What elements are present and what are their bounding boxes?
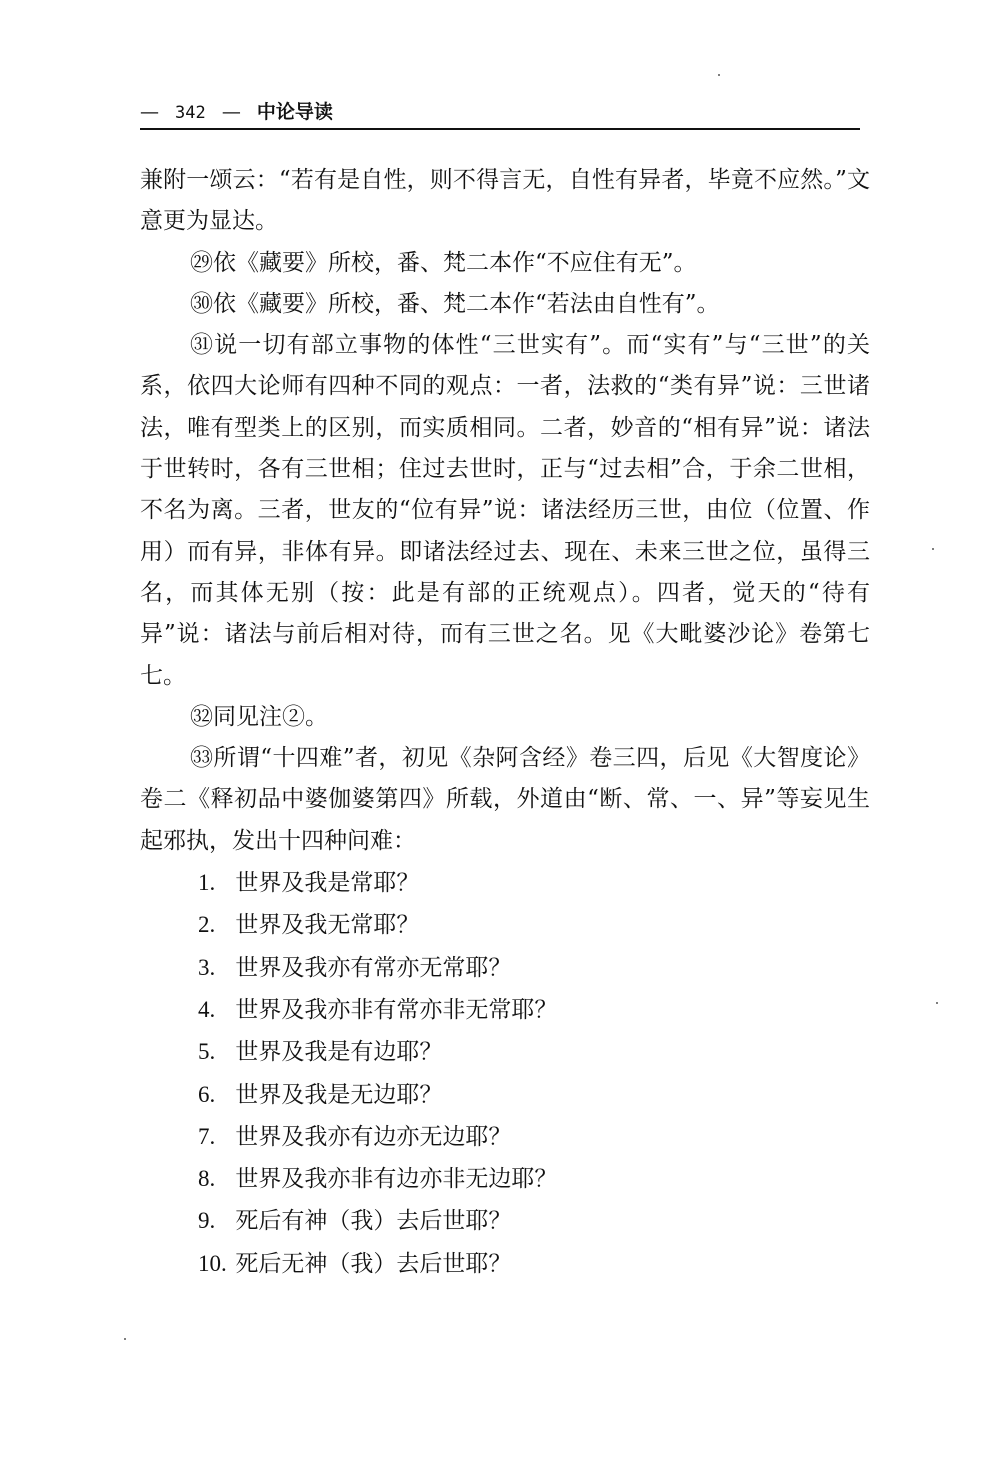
list-item [140,1243,870,1285]
book-title: 中论导读 [256,101,333,123]
list-item-number: 3. [198,954,216,980]
scan-speck [718,74,720,76]
list-item-text: 世界及我亦有边亦无边耶？ [235,1123,512,1150]
list-item-number: 1. [198,870,216,896]
list-item-text: 世界及我是常耶？ [235,870,420,897]
running-header [140,98,343,128]
list-item-number: 9. [198,1208,216,1234]
list-item-number: 2. [198,912,216,938]
paragraph-continuation: 兼附一颂云：“若有是自性，则不得言无，自性有异者，毕竟不应然。”文意更为显达。 [140,167,870,235]
header-dash-left: — [140,101,159,123]
header-rule [140,128,860,130]
list-item-number: 8. [198,1166,216,1192]
list-item-text: 世界及我亦非有常亦非无常耶？ [235,996,558,1023]
note-31: ㉛说一切有部立事物的体性“三世实有”。而“实有”与“三世”的关系，依四大论师有四种不同的观点：一者，法救的“类有异”说：三世诸法，唯有型类上的区别，而实质相同。二者，妙音的“相有异”说：诸法于世转时，各有三世相；住过去世时，正与“过去相”合，于余二世相，不名为离。三者，世友的“位有异”说：诸法经历三世，由位（位置、作用）而有异，非体有异。即诸法经过去、现在、未来三世之位，虽得三名，而其体无别（按：此是有部的正统观点）。四者，觉天的“待有异”说：诸法与前后相对待，而有三世之名。见《大毗婆沙论》卷第七七。 [140,332,870,689]
list-item [140,904,870,946]
list-item-text: 世界及我是有边耶？ [235,1039,443,1066]
list-item-text: 死后有神（我）去后世耶？ [235,1208,512,1235]
note-32: ㉜同见注②。 [190,703,328,730]
list-item [140,1074,870,1116]
list-item-number: 7. [198,1123,216,1149]
list-item [140,1116,870,1158]
list-item-number: 10. [198,1250,227,1276]
scan-speck [124,1338,126,1340]
fourteen-questions-list [140,862,870,1285]
list-item-text: 世界及我亦有常亦无常耶？ [235,954,512,981]
list-item-number: 6. [198,1081,216,1107]
scan-speck [936,1002,938,1004]
note-30: ㉚依《藏要》所校，番、梵二本作“若法由自性有”。 [190,290,720,317]
list-item-number: 5. [198,1039,216,1065]
list-item [140,862,870,904]
note-33: ㉝所谓“十四难”者，初见《杂阿含经》卷三四，后见《大智度论》卷二《释初品中婆伽婆第四》所载，外道由“断、常、一、异”等妄见生起邪执，发出十四种问难： [140,745,870,854]
list-item-text: 世界及我亦非有边亦非无边耶？ [235,1166,558,1193]
note-29: ㉙依《藏要》所校，番、梵二本作“不应住有无”。 [190,249,697,276]
list-item-number: 4. [198,996,216,1022]
list-item [140,989,870,1031]
page-number: 342 [175,103,206,123]
list-item [140,1158,870,1200]
list-item [140,1200,870,1242]
list-item-text: 世界及我无常耶？ [235,912,420,939]
header-dash-right: — [221,101,241,123]
list-item [140,947,870,989]
scan-speck [932,548,934,550]
list-item-text: 世界及我是无边耶？ [235,1081,443,1108]
page-body [140,160,870,1285]
list-item-text: 死后无神（我）去后世耶？ [235,1250,512,1277]
list-item [140,1031,870,1073]
